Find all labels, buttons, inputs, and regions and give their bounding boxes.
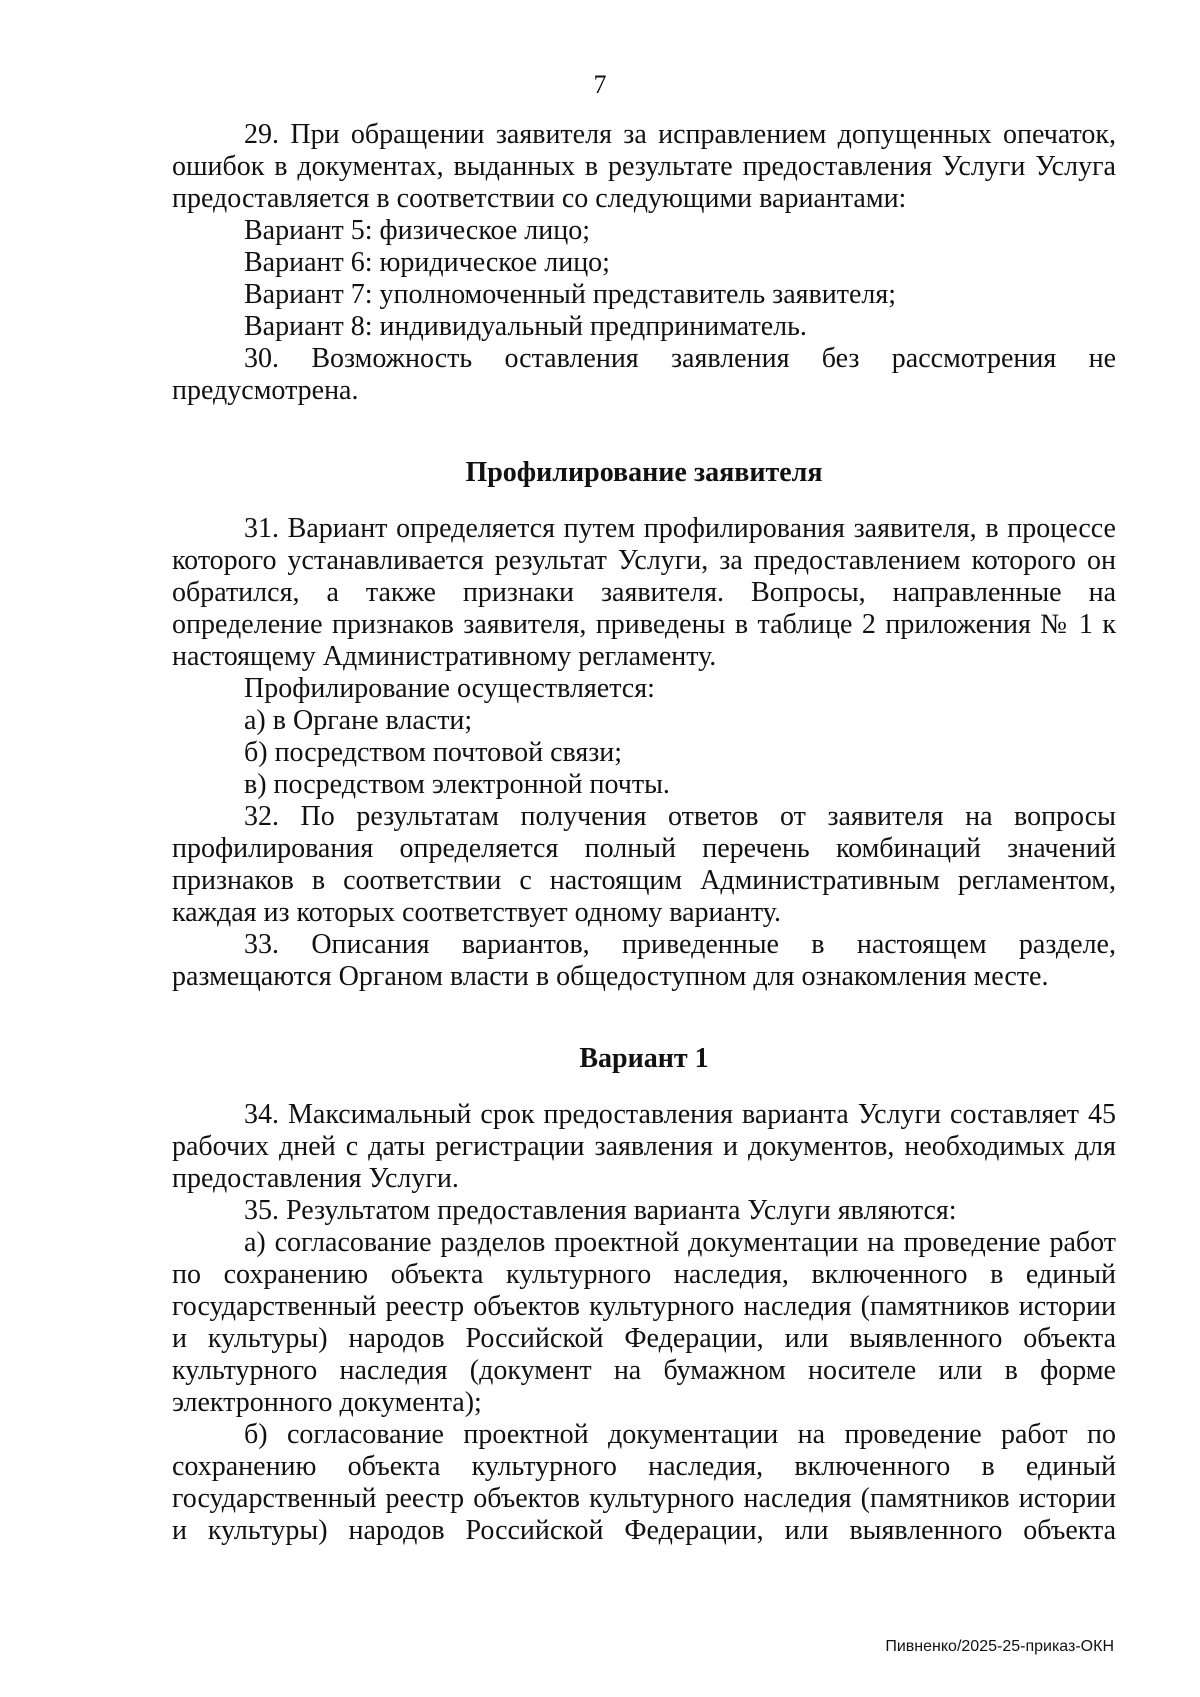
paragraph-35a-line: по сохранению объекта культурного наследия, включенного в единый	[172, 1259, 1116, 1290]
paragraph-31-line: 31. Вариант определяется путем профилирования заявителя, в процессе	[244, 513, 1116, 544]
paragraph-34-line: 34. Максимальный срок предоставления варианта Услуги составляет 45	[244, 1099, 1116, 1130]
paragraph-29-line: ошибок в документах, выданных в результате предоставления Услуги Услуга	[172, 151, 1116, 182]
variant-6-item: Вариант 6: юридическое лицо;	[244, 247, 610, 278]
page-number: 7	[593, 70, 607, 99]
paragraph-33-line: размещаются Органом власти в общедоступном для ознакомления месте.	[172, 961, 1049, 992]
paragraph-29-line: предоставляется в соответствии со следующими вариантами:	[172, 183, 907, 214]
paragraph-31-line: которого устанавливается результат Услуги, за предоставлением которого он	[172, 545, 1116, 576]
paragraph-35a-line: а) согласование разделов проектной документации на проведение работ	[244, 1227, 1116, 1258]
variant-7-item: Вариант 7: уполномоченный представитель заявителя;	[244, 279, 897, 310]
paragraph-35b-line: сохранению объекта культурного наследия, включенного в единый	[172, 1451, 1116, 1482]
profiling-item: а) в Органе власти;	[244, 705, 473, 736]
section-heading-variant-1: Вариант 1	[579, 1043, 709, 1074]
variant-5-item: Вариант 5: физическое лицо;	[244, 215, 590, 246]
paragraph-35a-line: и культуры) народов Российской Федерации, или выявленного объекта	[172, 1323, 1116, 1354]
profiling-item: в) посредством электронной почты.	[244, 769, 670, 800]
paragraph-31-line: обратился, а также признаки заявителя. Вопросы, направленные на	[172, 577, 1116, 608]
paragraph-29-line: 29. При обращении заявителя за исправлением допущенных опечаток,	[244, 119, 1116, 150]
section-heading-profiling: Профилирование заявителя	[465, 457, 823, 488]
document-body	[172, 119, 1116, 1547]
profiling-item: б) посредством почтовой связи;	[244, 737, 623, 768]
paragraph-35b-line: б) согласование проектной документации на проведение работ по	[244, 1419, 1116, 1450]
paragraph-34-line: предоставления Услуги.	[172, 1163, 459, 1194]
paragraph-31-line: настоящему Административному регламенту.	[172, 641, 717, 672]
paragraph-32-line: 32. По результатам получения ответов от заявителя на вопросы	[244, 801, 1116, 832]
paragraph-35a-line: электронного документа);	[172, 1387, 482, 1418]
paragraph-35a-line: культурного наследия (документ на бумажном носителе или в форме	[172, 1355, 1116, 1386]
paragraph-35b-line: и культуры) народов Российской Федерации, или выявленного объекта	[172, 1515, 1116, 1546]
paragraph-35: 35. Результатом предоставления варианта Услуги являются:	[244, 1195, 957, 1226]
paragraph-33-line: 33. Описания вариантов, приведенные в настоящем разделе,	[244, 929, 1116, 960]
paragraph-30-line: 30. Возможность оставления заявления без рассмотрения не	[244, 343, 1116, 374]
paragraph-32-line: каждая из которых соответствует одному варианту.	[172, 897, 781, 928]
paragraph-35a-line: государственный реестр объектов культурного наследия (памятников истории	[172, 1291, 1116, 1322]
paragraph-32-line: профилирования определяется полный перечень комбинаций значений	[172, 833, 1116, 864]
profiling-intro: Профилирование осуществляется:	[244, 673, 655, 704]
footer-document-reference: Пивненко/2025-25-приказ-ОКН	[885, 1638, 1114, 1655]
paragraph-31-line: определение признаков заявителя, приведены в таблице 2 приложения № 1 к	[172, 609, 1116, 640]
paragraph-34-line: рабочих дней с даты регистрации заявления и документов, необходимых для	[172, 1131, 1116, 1162]
paragraph-32-line: признаков в соответствии с настоящим Административным регламентом,	[172, 865, 1116, 896]
paragraph-30-line: предусмотрена.	[172, 375, 359, 406]
variant-8-item: Вариант 8: индивидуальный предприниматель.	[244, 311, 807, 342]
paragraph-35b-line: государственный реестр объектов культурного наследия (памятников истории	[172, 1483, 1116, 1514]
